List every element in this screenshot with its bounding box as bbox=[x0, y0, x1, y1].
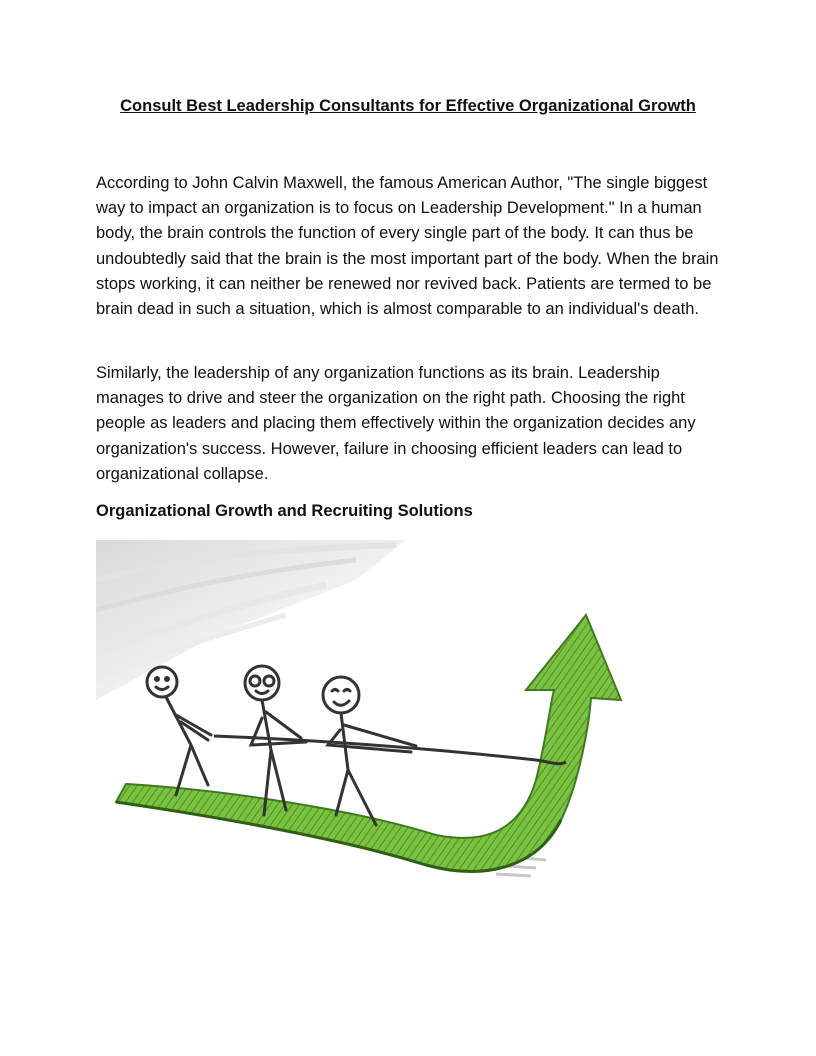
page-title: Consult Best Leadership Consultants for Effective Organizational Growth bbox=[120, 97, 696, 115]
stick-figure-1 bbox=[147, 667, 211, 795]
section-heading: Organizational Growth and Recruiting Solutions bbox=[96, 502, 473, 520]
body-paragraph-1: According to John Calvin Maxwell, the famous American Author, "The single biggest way to impact an organization is to focus on Leadership Development." In a human body, the brain controls the function of every single part of the body. It can thus be undoubtedly said that the brain is the most important part of the body. When the brain stops working, it can neither be renewed nor revived back. Patients are termed to be brain dead in such a situation, which is almost comparable to an individual's death. bbox=[96, 174, 719, 319]
growth-arrow-illustration bbox=[96, 540, 626, 900]
body-paragraph-2: Similarly, the leadership of any organization functions as its brain. Leadership manages to drive and steer the organization on the right path. Choosing the right people as leaders and placing them effectively within the organization decides any organization's success. However, failure in choosing efficient leaders can lead to organizational collapse. bbox=[96, 364, 696, 483]
stick-figure-3 bbox=[323, 677, 416, 825]
